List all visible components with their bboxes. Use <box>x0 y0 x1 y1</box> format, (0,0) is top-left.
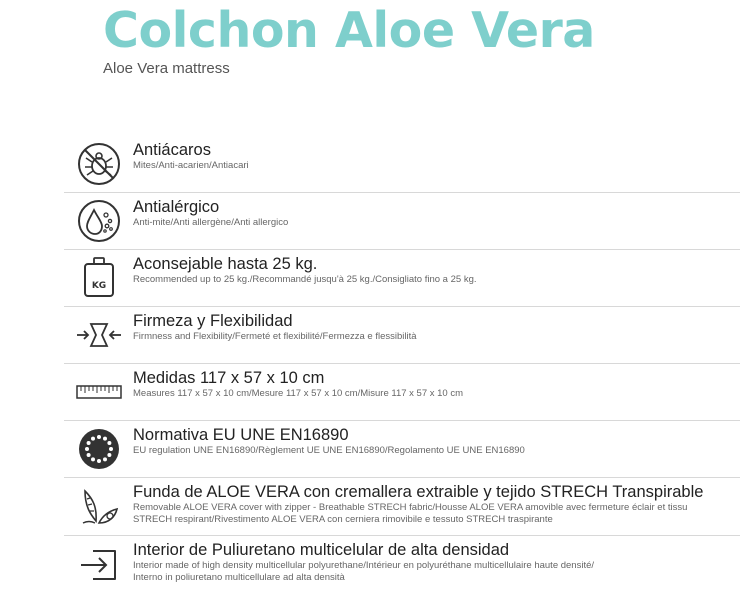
feature-desc-cont: Interno in poliuretano multicellulare ad alta densità <box>133 572 345 583</box>
feature-desc: Anti-mite/Anti allergène/Anti allergico <box>133 217 289 228</box>
arrow-into-box-icon <box>64 536 133 594</box>
feature-measures <box>64 364 740 421</box>
feature-title: Funda de ALOE VERA con cremallera extraible y tejido STRECH Transpirable <box>133 483 704 501</box>
feature-aloe-cover <box>64 478 740 536</box>
svg-text:KG: KG <box>91 281 106 291</box>
allergen-drop-icon <box>64 193 133 249</box>
mite-crossed-icon <box>64 136 133 192</box>
feature-desc: EU regulation UNE EN16890/Règlement UE UNE EN16890/Regolamento UE UNE EN16890 <box>133 445 525 456</box>
feature-desc: Firmness and Flexibility/Fermeté et flexibilité/Fermezza e flessibilità <box>133 331 417 342</box>
feature-desc: Measures 117 x 57 x 10 cm/Mesure 117 x 57 x 10 cm/Misure 117 x 57 x 10 cm <box>133 388 464 399</box>
feature-desc-cont: STRECH respirant/Rivestimento ALOE VERA con cerniera rimovibile e tessuto STRECH traspirante <box>133 514 553 525</box>
feature-firmness <box>64 307 740 364</box>
feature-desc: Recommended up to 25 kg./Recommandé jusqu'à 25 kg./Consigliato fino a 25 kg. <box>133 274 477 285</box>
feature-list <box>64 136 740 594</box>
eu-stars-icon <box>64 421 133 477</box>
feature-title: Medidas 117 x 57 x 10 cm <box>133 369 325 387</box>
weight-kg-icon <box>64 250 133 306</box>
page-title: Colchon Aloe Vera <box>103 2 595 59</box>
ruler-icon <box>64 364 133 420</box>
feature-title: Antiácaros <box>133 141 211 159</box>
feature-title: Interior de Puliuretano multicelular de alta densidad <box>133 541 510 559</box>
firmness-icon <box>64 307 133 363</box>
feature-antiacaros <box>64 136 740 193</box>
feature-antialergico <box>64 193 740 250</box>
feature-title: Aconsejable hasta 25 kg. <box>133 255 318 273</box>
feature-weight <box>64 250 740 307</box>
page-subtitle: Aloe Vera mattress <box>103 60 230 77</box>
aloe-leaf-icon <box>64 478 133 535</box>
feature-desc: Removable ALOE VERA cover with zipper - Breathable STRECH fabric/Housse ALOE VERA amovible avec fermeture éclair et tissu <box>133 502 688 513</box>
feature-title: Antialérgico <box>133 198 220 216</box>
feature-desc: Interior made of high density multicellular polyurethane/Intérieur en polyuréthane multicellulaire haute densité/ <box>133 560 595 571</box>
feature-interior <box>64 536 740 594</box>
feature-title: Firmeza y Flexibilidad <box>133 312 293 330</box>
feature-desc: Mites/Anti-acarien/Antiacari <box>133 160 249 171</box>
feature-title: Normativa EU UNE EN16890 <box>133 426 349 444</box>
feature-regulation <box>64 421 740 478</box>
